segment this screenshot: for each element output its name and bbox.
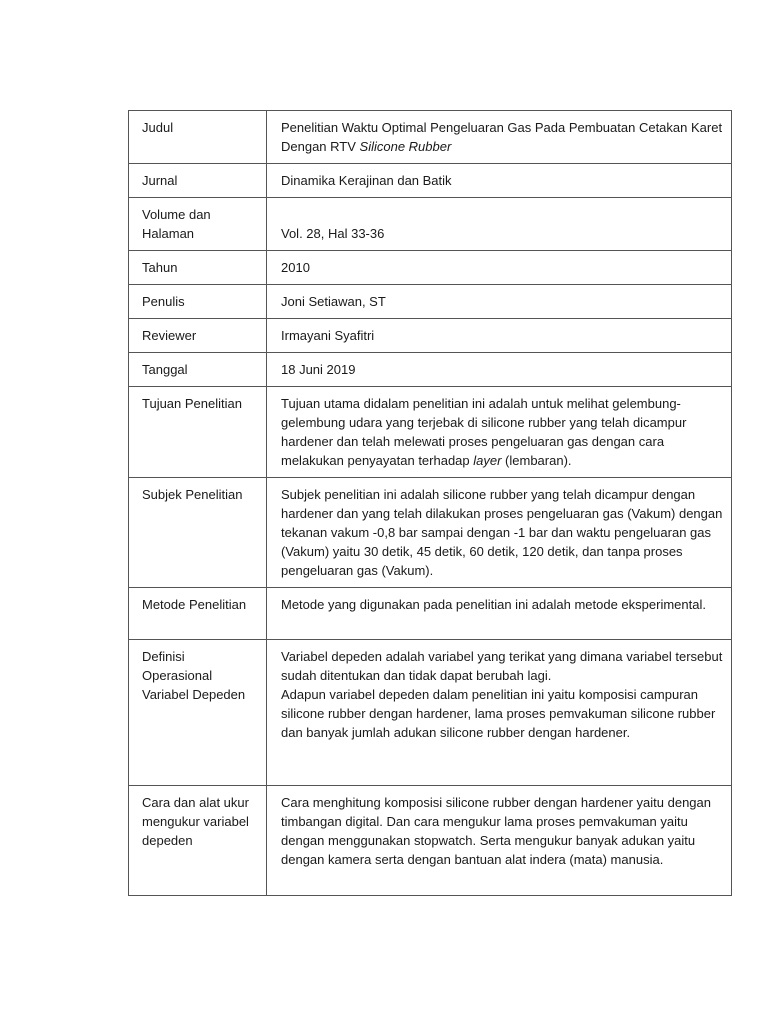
label-subjek-penelitian: Subjek Penelitian: [129, 478, 267, 588]
label-jurnal: Jurnal: [129, 164, 267, 198]
label-judul: Judul: [129, 111, 267, 164]
label-volume: Volume dan Halaman: [129, 198, 267, 251]
row-subjek-penelitian: [129, 478, 732, 588]
value-definisi-operasional: Variabel depeden adalah variabel yang terikat yang dimana variabel tersebut sudah ditentukan dan tidak dapat berubah lagi. Adapun variabel depeden dalam penelitian ini yaitu komposisi campuran silicone rubber dengan hardener, lama proses pemvakuman silicone rubber dan banyak jumlah adukan silicone rubber dengan hardener.: [267, 640, 732, 786]
row-tanggal: [129, 353, 732, 387]
row-penulis: [129, 285, 732, 319]
value-tanggal: 18 Juni 2019: [267, 353, 732, 387]
row-tahun: [129, 251, 732, 285]
value-cara-alat-ukur: Cara menghitung komposisi silicone rubber dengan hardener yaitu dengan timbangan digital. Dan cara mengukur lama proses pemvakuman yaitu dengan menggunakan stopwatch. Serta mengukur banyak adukan yaitu dengan kamera serta dengan bantuan alat indera (mata) manusia.: [267, 786, 732, 896]
value-subjek-penelitian: Subjek penelitian ini adalah silicone rubber yang telah dicampur dengan hardener dan yang telah dilakukan proses pengeluaran gas (Vakum) dengan tekanan vakum -0,8 bar sampai dengan -1 bar dan waktu pengeluaran gas (Vakum) yaitu 30 detik, 45 detik, 60 detik, 120 detik, dan tanpa proses pengeluaran gas (Vakum).: [267, 478, 732, 588]
value-tujuan-penelitian: Tujuan utama didalam penelitian ini adalah untuk melihat gelembung-gelembung udara yang terjebak di silicone rubber yang telah dicampur hardener dan telah melewati proses pengeluaran gas dengan cara melakukan penyayatan terhadap layer (lembaran).: [267, 387, 732, 478]
value-volume: Vol. 28, Hal 33-36: [267, 198, 732, 251]
row-metode-penelitian: [129, 588, 732, 640]
label-reviewer: Reviewer: [129, 319, 267, 353]
label-tanggal: Tanggal: [129, 353, 267, 387]
value-jurnal: Dinamika Kerajinan dan Batik: [267, 164, 732, 198]
row-tujuan-penelitian: [129, 387, 732, 478]
value-tahun: 2010: [267, 251, 732, 285]
label-tahun: Tahun: [129, 251, 267, 285]
label-metode-penelitian: Metode Penelitian: [129, 588, 267, 640]
value-penulis: Joni Setiawan, ST: [267, 285, 732, 319]
value-reviewer: Irmayani Syafitri: [267, 319, 732, 353]
row-jurnal: [129, 164, 732, 198]
row-definisi-operasional: [129, 640, 732, 786]
value-judul: Penelitian Waktu Optimal Pengeluaran Gas Pada Pembuatan Cetakan Karet Dengan RTV Silicone Rubber: [267, 111, 732, 164]
review-table: [128, 110, 732, 896]
label-cara-alat-ukur: Cara dan alat ukur mengukur variabel depeden: [129, 786, 267, 896]
row-judul: [129, 111, 732, 164]
label-definisi-operasional: Definisi Operasional Variabel Depeden: [129, 640, 267, 786]
row-volume: [129, 198, 732, 251]
label-penulis: Penulis: [129, 285, 267, 319]
label-tujuan-penelitian: Tujuan Penelitian: [129, 387, 267, 478]
row-cara-alat-ukur: [129, 786, 732, 896]
row-reviewer: [129, 319, 732, 353]
value-metode-penelitian: Metode yang digunakan pada penelitian ini adalah metode eksperimental.: [267, 588, 732, 640]
